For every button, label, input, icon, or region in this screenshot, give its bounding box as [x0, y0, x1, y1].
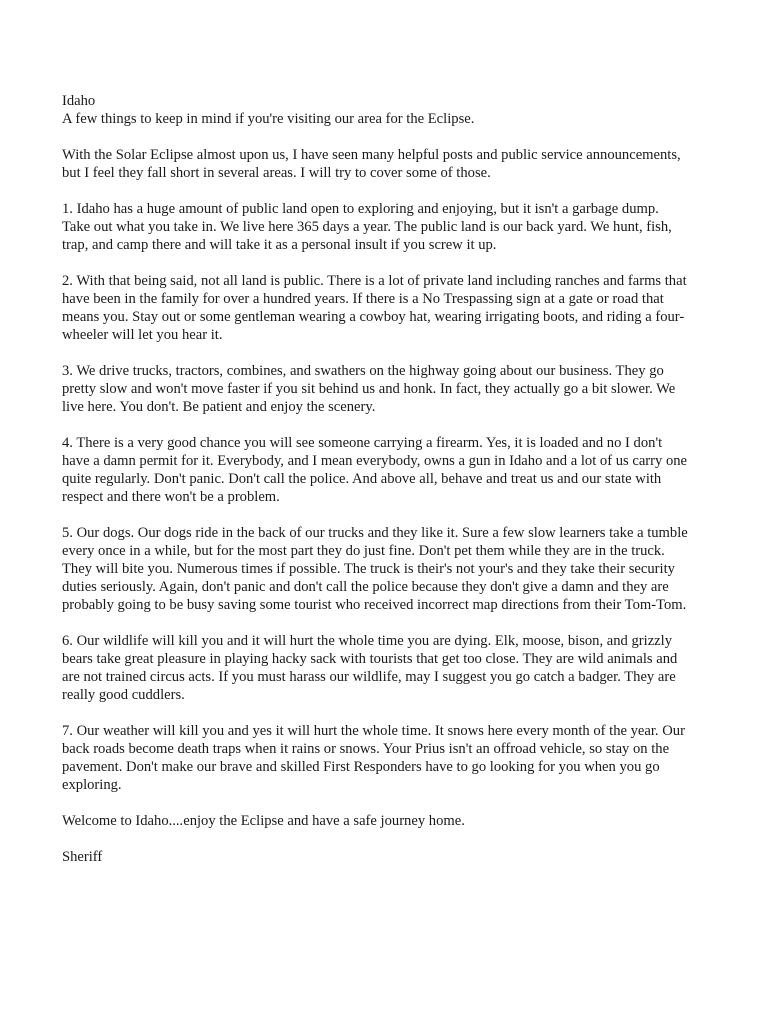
paragraph-line: bears take great pleasure in playing hacky sack with tourists that get too close. They are wild animals and [62, 651, 678, 667]
paragraph-line: wheeler will let you hear it. [62, 327, 223, 343]
paragraph-line: trap, and camp there and will take it as a personal insult if you screw it up. [62, 237, 497, 253]
document-page [62, 92, 716, 884]
paragraph-line: probably going to be busy saving some tourist who received incorrect map directions from their Tom-Tom. [62, 597, 687, 613]
paragraph-line: respect and there won't be a problem. [62, 489, 280, 505]
paragraph-line: duties seriously. Again, don't panic and don't call the police because they don't give a damn and they are [62, 579, 669, 595]
paragraph [62, 272, 716, 344]
paragraph-line: back roads become death traps when it rains or snows. Your Prius isn't an offroad vehicle, so stay on the [62, 741, 670, 757]
paragraph-line: live here. You don't. Be patient and enjoy the scenery. [62, 399, 376, 415]
paragraph-line: Take out what you take in. We live here 365 days a year. The public land is our back yard. We hunt, fish, [62, 219, 672, 235]
paragraph-line: quite regularly. Don't panic. Don't call the police. And above all, behave and treat us and our state with [62, 471, 662, 487]
paragraph-line: have a damn permit for it. Everybody, and I mean everybody, owns a gun in Idaho and a lot of us carry one [62, 453, 688, 469]
paragraph [62, 200, 716, 254]
paragraph [62, 146, 716, 182]
paragraph-line: With the Solar Eclipse almost upon us, I have seen many helpful posts and public service announcements, [62, 147, 681, 163]
document-heading: Idaho [62, 93, 96, 109]
paragraph-line: 7. Our weather will kill you and yes it will hurt the whole time. It snows here every month of the year. Our [62, 723, 685, 739]
paragraph-line: are not trained circus acts. If you must harass our wildlife, may I suggest you go catch a badger. They are [62, 669, 676, 685]
paragraph-line: Welcome to Idaho....enjoy the Eclipse and have a safe journey home. [62, 813, 465, 829]
paragraph-line: 6. Our wildlife will kill you and it will hurt the whole time you are dying. Elk, moose, bison, and grizzly [62, 633, 673, 649]
paragraph-line: Sheriff [62, 849, 103, 865]
document-subheading: A few things to keep in mind if you're visiting our area for the Eclipse. [62, 111, 475, 127]
paragraph-line: 5. Our dogs. Our dogs ride in the back of our trucks and they like it. Sure a few slow learners take a tumble [62, 525, 688, 541]
paragraph-line: exploring. [62, 777, 122, 793]
paragraph [62, 632, 716, 704]
paragraph-line: but I feel they fall short in several areas. I will try to cover some of those. [62, 165, 491, 181]
document-header [62, 92, 716, 128]
paragraph [62, 848, 716, 866]
paragraph-line: 2. With that being said, not all land is public. There is a lot of private land including ranches and farms that [62, 273, 687, 289]
paragraph-line: 3. We drive trucks, tractors, combines, and swathers on the highway going about our business. They go [62, 363, 664, 379]
paragraph [62, 362, 716, 416]
paragraph [62, 524, 716, 614]
paragraph-line: pavement. Don't make our brave and skilled First Responders have to go looking for you when you go [62, 759, 660, 775]
paragraph-line: They will bite you. Numerous times if possible. The truck is their's not your's and they take their security [62, 561, 675, 577]
paragraph-line: every once in a while, but for the most part they do just fine. Don't pet them while they are in the truck. [62, 543, 665, 559]
paragraph-line: 1. Idaho has a huge amount of public land open to exploring and enjoying, but it isn't a garbage dump. [62, 201, 659, 217]
paragraph-line: really good cuddlers. [62, 687, 185, 703]
paragraph-line: 4. There is a very good chance you will see someone carrying a firearm. Yes, it is loaded and no I don't [62, 435, 663, 451]
paragraph-line: pretty slow and won't move faster if you sit behind us and honk. In fact, they actually go a bit slower. We [62, 381, 676, 397]
paragraph [62, 434, 716, 506]
document-body [62, 146, 716, 866]
paragraph [62, 812, 716, 830]
paragraph-line: have been in the family for over a hundred years. If there is a No Trespassing sign at a gate or road that [62, 291, 664, 307]
paragraph [62, 722, 716, 794]
paragraph-line: means you. Stay out or some gentleman wearing a cowboy hat, wearing irrigating boots, and riding a four- [62, 309, 685, 325]
